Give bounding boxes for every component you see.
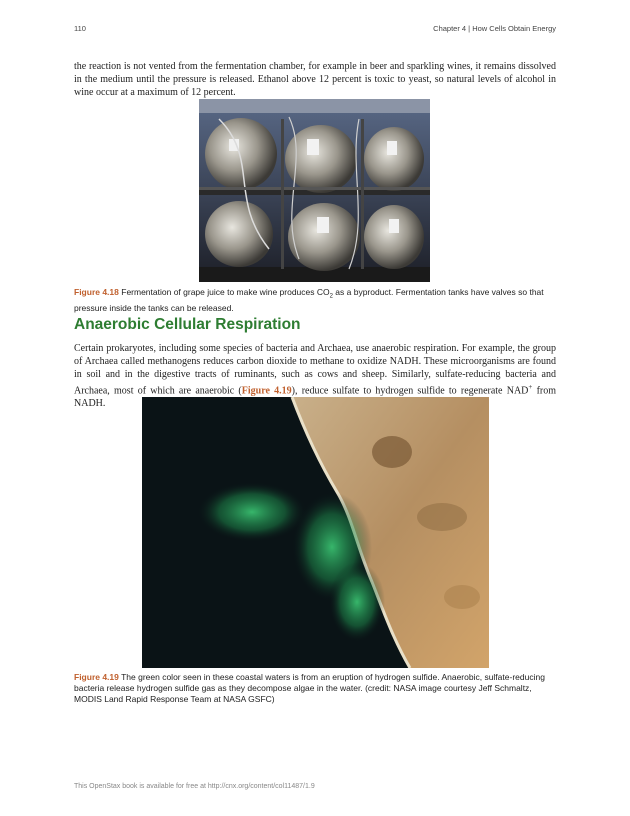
- body-paragraph-2: Certain prokaryotes, including some species of bacteria and Archaea, use anaerobic respiration. For example, the group of Archaea called methanogens reduces carbon dioxide to methane to oxidize NADH. These microorganisms are found in soil and in the digestive tracts of ruminants, such as cows and sheep. Similarly, sulfate-reducing bacteria and Archaea, most of which are anaerobic (Figure 4.19), reduce sulfate to hydrogen sulfide to regenerate NAD+ from NADH.: [74, 343, 557, 410]
- figure-4-19-link[interactable]: Figure 4.19: [241, 385, 292, 397]
- figure-4-18-image: [199, 99, 430, 282]
- section-title: Anaerobic Cellular Respiration: [74, 316, 301, 333]
- figure-4-18-caption: Figure 4.18 Fermentation of grape juice to make wine produces $CO_2$ as a byproduct. Fermentation tanks have valves so that pressure inside the tanks can be released.: [74, 287, 544, 313]
- figure-4-19-caption: Figure 4.19 The green color seen in these coastal waters is from an eruption of hydrogen sulfide. Anaerobic, sulfate-reducing bacteria release hydrogen sulfide gas as they decompose algae in the water. (credit: NASA image courtesy Jeff Schmaltz, MODIS Land Rapid Response Team at NASA GSFC): [74, 672, 545, 704]
- page-number: 110: [74, 24, 86, 33]
- chapter-header: Chapter 4 | How Cells Obtain Energy: [433, 24, 556, 33]
- figure-4-19-image: [142, 397, 489, 668]
- figure-4-18-label: Figure 4.18: [74, 287, 119, 297]
- page-footer: This OpenStax book is available for free at http://cnx.org/content/col11487/1.9: [74, 783, 315, 790]
- figure-4-19-label: Figure 4.19: [74, 672, 119, 682]
- body-paragraph-1: the reaction is not vented from the fermentation chamber, for example in beer and sparkling wines, it remains dissolved in the medium until the pressure is released. Ethanol above 12 percent is toxic to yeast, so natural levels of alcohol in wine occur at a maximum of 12 percent.: [74, 61, 556, 98]
